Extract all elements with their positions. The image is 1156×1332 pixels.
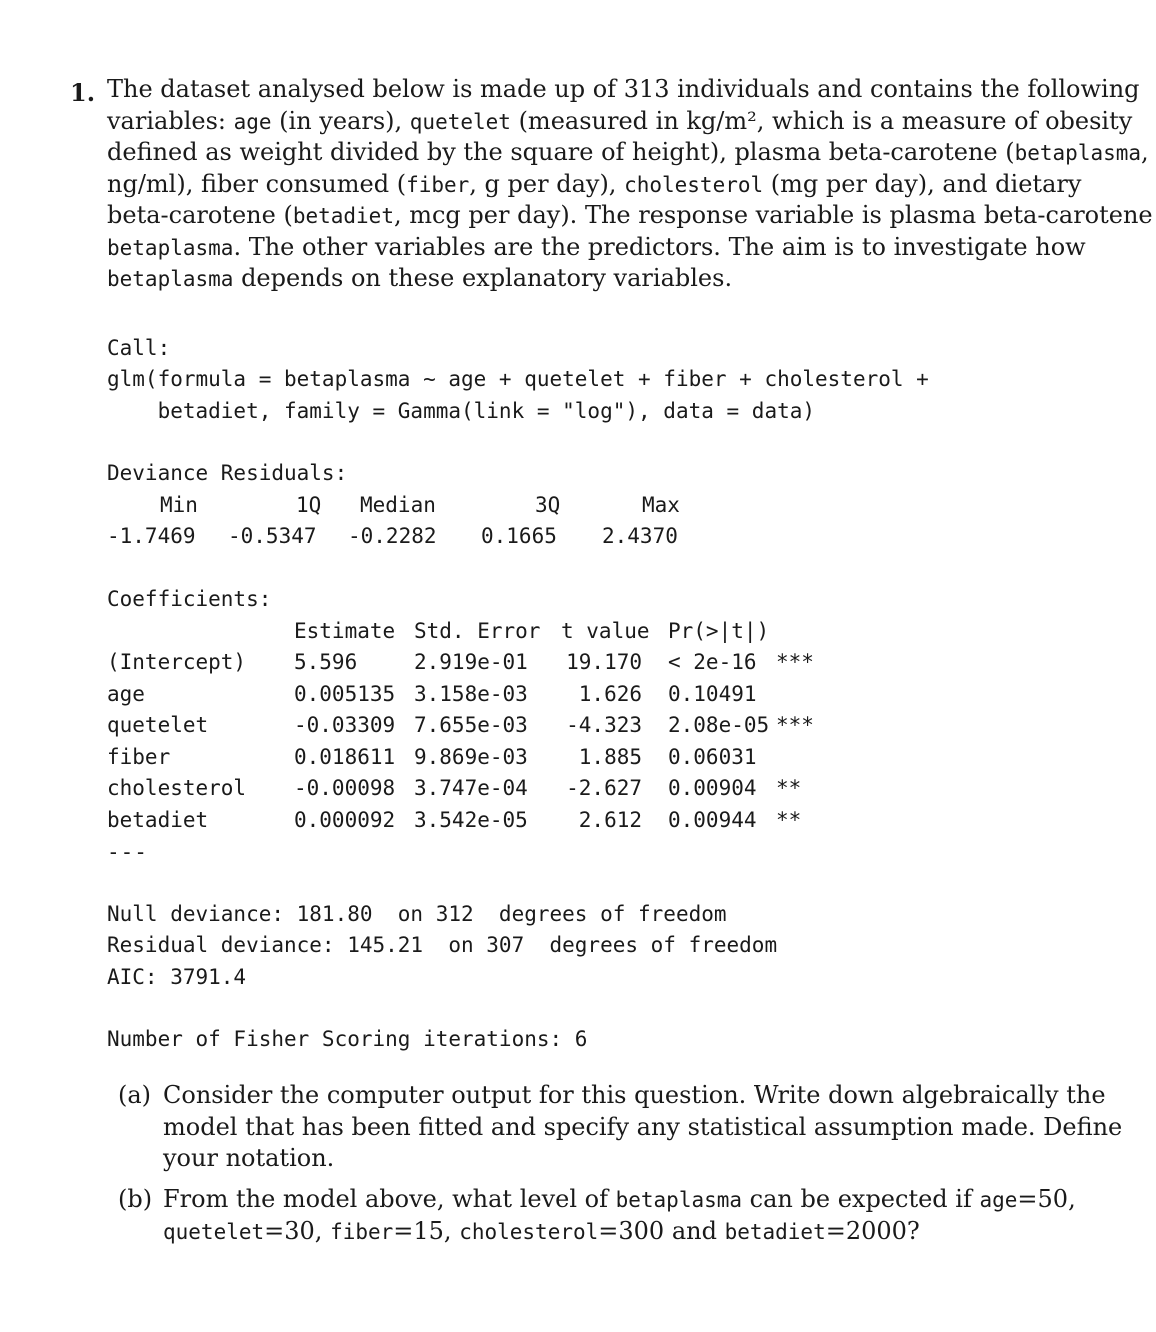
coef-name: age [107, 681, 145, 706]
deviance-residuals-label: Deviance Residuals: [107, 461, 348, 485]
residual-value-1q: -0.5347 [228, 524, 317, 548]
coefficients-label: Coefficients: [107, 587, 272, 611]
aic-value: AIC: 3791.4 [107, 965, 247, 989]
coef-t-value: -2.627 [566, 776, 642, 801]
code-variable: cholesterol [459, 1219, 599, 1244]
text-segment: , [1141, 138, 1149, 166]
text-line [163, 1216, 1063, 1248]
text-line [107, 137, 1149, 169]
residual-value-3q: 0.1665 [481, 524, 557, 548]
text-segment: (in years), [271, 106, 410, 135]
coef-t-value: 19.170 [566, 650, 642, 674]
text-line [163, 1112, 1123, 1144]
residual-header-3q: 3Q [535, 493, 561, 517]
text-line [163, 1080, 1106, 1112]
text-segment: . The other variables are the predictors. The aim is to investigate how [233, 232, 1086, 261]
coef-estimate: 5.596 [294, 650, 358, 674]
coef-name: cholesterol [107, 776, 247, 801]
code-variable: betaplasma [1014, 141, 1142, 165]
text-segment: Consider the computer output for this question. Write down algebraically the [163, 1081, 1106, 1109]
residual-header-median: Median [360, 493, 436, 517]
coef-significance: *** [776, 713, 814, 738]
text-line [163, 1184, 1076, 1216]
text-segment: can be expected if [742, 1185, 980, 1213]
text-segment: =300 and [598, 1216, 725, 1245]
text-line [107, 169, 1082, 201]
code-variable: betaplasma [615, 1188, 743, 1212]
text-segment: , g per day), [469, 169, 625, 198]
coef-estimate: 0.000092 [294, 808, 396, 832]
coef-header-p-value: Pr(>|t|) [668, 619, 770, 643]
coef-p-value: 0.10491 [668, 681, 757, 706]
coef-t-value: 2.612 [578, 808, 642, 832]
text-segment: =15, [393, 1216, 460, 1245]
text-line [107, 74, 1140, 106]
code-variable: cholesterol [624, 172, 764, 197]
code-variable: quetelet [409, 109, 511, 134]
residual-deviance: Residual deviance: 145.21 on 307 degrees of freedom [107, 933, 778, 957]
text-line [107, 232, 1086, 264]
coef-std-error: 7.655e-03 [414, 713, 528, 738]
residual-header-max: Max [642, 493, 680, 517]
subquestion-a-label: (a) [118, 1081, 152, 1109]
coef-name: (Intercept) [107, 650, 247, 674]
text-segment: =2000? [825, 1216, 920, 1245]
coef-estimate: 0.005135 [294, 681, 396, 706]
coef-std-error: 9.869e-03 [414, 744, 528, 769]
question-number: 1. [70, 78, 96, 107]
text-segment: defined as weight divided by the square of height), plasma beta-carotene ( [107, 138, 1015, 166]
coef-significance: *** [776, 650, 814, 674]
text-segment: variables: [107, 106, 234, 135]
text-segment: beta-carotene ( [107, 201, 293, 229]
code-variable: betadiet [292, 204, 394, 228]
coef-header-estimate: Estimate [294, 619, 396, 643]
coef-significance: ** [776, 776, 802, 801]
coef-name: quetelet [107, 713, 209, 738]
text-line [107, 200, 1153, 232]
residual-value-max: 2.4370 [602, 524, 678, 548]
subquestion-a-text [163, 1080, 1123, 1175]
subquestion-b-text [163, 1184, 1076, 1247]
coef-t-value: 1.626 [578, 681, 642, 706]
code-variable: fiber [330, 1219, 394, 1244]
text-segment: (mg per day), and dietary [763, 169, 1082, 198]
coef-estimate: -0.00098 [294, 776, 396, 801]
significance-separator: --- [107, 840, 148, 864]
text-segment: ng/ml), fiber consumed ( [107, 169, 407, 198]
coef-std-error: 3.542e-05 [414, 808, 528, 832]
coef-estimate: -0.03309 [294, 713, 396, 738]
fisher-iterations: Number of Fisher Scoring iterations: 6 [107, 1027, 588, 1051]
coef-p-value: 0.00944 [668, 808, 757, 832]
text-line [163, 1143, 1063, 1175]
question-paragraph [107, 74, 1153, 295]
code-variable: age [979, 1188, 1018, 1212]
call-line-1: glm(formula = betaplasma ~ age + quetelet + fiber + cholesterol + [107, 367, 929, 391]
coef-p-value: < 2e-16 [668, 650, 757, 674]
text-line [107, 263, 1063, 295]
coef-std-error: 3.158e-03 [414, 681, 528, 706]
null-deviance: Null deviance: 181.80 on 312 degrees of freedom [107, 902, 727, 926]
residual-header-min: Min [160, 493, 198, 517]
text-segment: From the model above, what level of [163, 1185, 616, 1213]
call-line-2: betadiet, family = Gamma(link = "log"), data = data) [107, 399, 816, 423]
residual-value-min: -1.7469 [107, 524, 196, 548]
coef-header-std-error: Std. Error [414, 619, 541, 643]
subquestion-b-label: (b) [118, 1185, 153, 1213]
text-segment: your notation. [163, 1144, 335, 1172]
text-segment: =30, [264, 1216, 331, 1245]
residual-header-1q: 1Q [296, 493, 322, 517]
coef-std-error: 3.747e-04 [414, 776, 528, 801]
residual-value-median: -0.2282 [348, 524, 437, 548]
text-segment: The dataset analysed below is made up of 313 individuals and contains the following [107, 75, 1140, 103]
subquestion-b [118, 1184, 1076, 1248]
code-variable: quetelet [163, 1219, 265, 1244]
coef-std-error: 2.919e-01 [414, 650, 528, 674]
coef-significance: ** [776, 808, 802, 832]
coef-estimate: 0.018611 [294, 744, 396, 769]
text-segment: =50, [1017, 1185, 1076, 1213]
text-segment: depends on these explanatory variables. [233, 264, 733, 292]
text-segment: , mcg per day). The response variable is plasma beta-carotene [393, 201, 1153, 229]
coef-name: betadiet [107, 808, 209, 832]
coef-t-value: -4.323 [566, 713, 642, 738]
text-line [107, 106, 1133, 138]
code-variable: age [233, 109, 272, 134]
code-variable: fiber [406, 172, 470, 197]
code-variable: betadiet [724, 1219, 826, 1244]
text-segment: model that has been fitted and specify any statistical assumption made. Define [163, 1112, 1123, 1141]
subquestion-a [118, 1080, 1123, 1176]
coef-header-t-value: t value [561, 619, 650, 643]
coef-name: fiber [107, 744, 171, 769]
coef-p-value: 0.06031 [668, 744, 757, 769]
call-label: Call: [107, 336, 171, 360]
coef-p-value: 0.00904 [668, 776, 757, 801]
code-variable: betaplasma [107, 235, 234, 260]
code-variable: betaplasma [107, 267, 234, 291]
coef-p-value: 2.08e-05 [668, 713, 770, 738]
coef-t-value: 1.885 [578, 744, 642, 769]
text-segment: (measured in kg/m², which is a measure of obesity [510, 106, 1133, 135]
